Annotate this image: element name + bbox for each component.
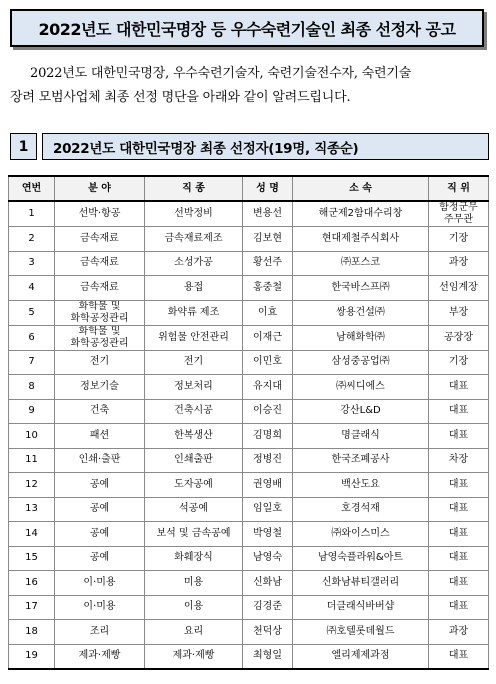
cell-position: 기장 — [429, 350, 489, 375]
cell-no: 15 — [9, 546, 55, 571]
cell-occupation: 위험물 안전관리 — [145, 325, 243, 350]
cell-position: 대표 — [429, 497, 489, 522]
table-row — [9, 424, 489, 449]
cell-name: 김명희 — [243, 424, 293, 449]
cell-affiliation: 남해화학㈜ — [293, 325, 429, 350]
header-occupation: 직 종 — [145, 176, 243, 201]
cell-position: 대표 — [429, 522, 489, 547]
header-no: 연번 — [9, 176, 55, 201]
cell-field: 인쇄·출판 — [55, 448, 145, 473]
cell-position: 대표 — [429, 399, 489, 424]
cell-no: 10 — [9, 424, 55, 449]
cell-affiliation: 백산도요 — [293, 473, 429, 498]
cell-name: 유지대 — [243, 375, 293, 400]
cell-no: 7 — [9, 350, 55, 375]
table-row — [9, 620, 489, 645]
cell-occupation: 전기 — [145, 350, 243, 375]
cell-position: 대표 — [429, 375, 489, 400]
cell-name: 이효 — [243, 300, 293, 325]
cell-affiliation: ㈜호텔롯데월드 — [293, 620, 429, 645]
intro-line-2: 장려 모범사업체 최종 선정 명단을 아래와 같이 알려드립니다. — [10, 90, 351, 105]
table-row — [9, 350, 489, 375]
cell-no: 17 — [9, 595, 55, 620]
cell-no: 6 — [9, 325, 55, 350]
cell-field: 금속재료 — [55, 227, 145, 252]
table-row — [9, 227, 489, 252]
header-name: 성 명 — [243, 176, 293, 201]
cell-occupation: 도자공예 — [145, 473, 243, 498]
cell-affiliation: 엘리제제과점 — [293, 644, 429, 669]
cell-name: 정병진 — [243, 448, 293, 473]
cell-position: 공장장 — [429, 325, 489, 350]
header-position: 직 위 — [429, 176, 489, 201]
table-header-row — [9, 176, 489, 201]
cell-name: 최형일 — [243, 644, 293, 669]
cell-no: 8 — [9, 375, 55, 400]
section-title: 2022년도 대한민국명장 최종 선정자(19명, 직종순) — [42, 133, 489, 160]
cell-position: 차장 — [429, 448, 489, 473]
cell-field: 금속재료 — [55, 276, 145, 301]
cell-position: 과장 — [429, 251, 489, 276]
cell-no: 5 — [9, 300, 55, 325]
cell-field: 공예 — [55, 473, 145, 498]
table-row — [9, 300, 489, 325]
table-row — [9, 522, 489, 547]
cell-name: 권영배 — [243, 473, 293, 498]
cell-occupation: 한복생산 — [145, 424, 243, 449]
cell-name: 임일호 — [243, 497, 293, 522]
cell-affiliation: ㈜와이스미스 — [293, 522, 429, 547]
cell-name: 이재근 — [243, 325, 293, 350]
cell-occupation: 건축시공 — [145, 399, 243, 424]
header-field: 분 야 — [55, 176, 145, 201]
cell-affiliation: 호경석재 — [293, 497, 429, 522]
cell-position: 함정군무 주무관 — [429, 201, 489, 227]
cell-name: 변용선 — [243, 201, 293, 227]
cell-field: 이·미용 — [55, 571, 145, 596]
cell-affiliation: 강산L&D — [293, 399, 429, 424]
cell-no: 19 — [9, 644, 55, 669]
cell-position: 대표 — [429, 595, 489, 620]
intro-paragraph — [10, 62, 490, 110]
table-row — [9, 325, 489, 350]
cell-field: 조리 — [55, 620, 145, 645]
cell-name: 김경준 — [243, 595, 293, 620]
cell-name: 신화남 — [243, 571, 293, 596]
table-row — [9, 595, 489, 620]
cell-occupation: 인쇄출판 — [145, 448, 243, 473]
cell-field: 정보기술 — [55, 375, 145, 400]
section-number: 1 — [10, 133, 37, 160]
cell-no: 12 — [9, 473, 55, 498]
cell-affiliation: 더클래식바버샵 — [293, 595, 429, 620]
cell-no: 9 — [9, 399, 55, 424]
cell-no: 18 — [9, 620, 55, 645]
cell-name: 김보현 — [243, 227, 293, 252]
cell-no: 13 — [9, 497, 55, 522]
cell-affiliation: 삼성중공업㈜ — [293, 350, 429, 375]
cell-occupation: 선박정비 — [145, 201, 243, 227]
cell-no: 16 — [9, 571, 55, 596]
cell-field: 화학물 및 화학공정관리 — [55, 300, 145, 325]
cell-position: 대표 — [429, 571, 489, 596]
cell-no: 3 — [9, 251, 55, 276]
cell-occupation: 금속재료제조 — [145, 227, 243, 252]
cell-field: 전기 — [55, 350, 145, 375]
cell-affiliation: ㈜포스코 — [293, 251, 429, 276]
cell-position: 대표 — [429, 644, 489, 669]
table-row — [9, 251, 489, 276]
cell-no: 2 — [9, 227, 55, 252]
cell-affiliation: 한국조폐공사 — [293, 448, 429, 473]
selectee-table — [8, 175, 489, 670]
cell-affiliation: 쌍용건설㈜ — [293, 300, 429, 325]
cell-field: 공예 — [55, 497, 145, 522]
cell-occupation: 보석 및 금속공예 — [145, 522, 243, 547]
cell-field: 화학물 및 화학공정관리 — [55, 325, 145, 350]
cell-affiliation: 해군제2함대수리창 — [293, 201, 429, 227]
table-row — [9, 497, 489, 522]
cell-occupation: 제과·제빵 — [145, 644, 243, 669]
document-title: 2022년도 대한민국명장 등 우수숙련기술인 최종 선정자 공고 — [10, 9, 484, 47]
cell-occupation: 용접 — [145, 276, 243, 301]
table-row — [9, 546, 489, 571]
intro-line-1: 2022년도 대한민국명장, 우수숙련기술자, 숙련기술전수자, 숙련기술 — [30, 66, 412, 81]
cell-affiliation: ㈜씨디에스 — [293, 375, 429, 400]
cell-position: 부장 — [429, 300, 489, 325]
cell-occupation: 정보처리 — [145, 375, 243, 400]
cell-no: 14 — [9, 522, 55, 547]
cell-position: 기장 — [429, 227, 489, 252]
cell-field: 제과·제빵 — [55, 644, 145, 669]
cell-occupation: 요리 — [145, 620, 243, 645]
cell-occupation: 화약류 제조 — [145, 300, 243, 325]
cell-occupation: 소성가공 — [145, 251, 243, 276]
cell-name: 황선주 — [243, 251, 293, 276]
cell-affiliation: 명클래식 — [293, 424, 429, 449]
table-row — [9, 375, 489, 400]
table-row — [9, 448, 489, 473]
cell-affiliation: 남영숙플라워&아트 — [293, 546, 429, 571]
cell-name: 이민호 — [243, 350, 293, 375]
table-row — [9, 276, 489, 301]
cell-name: 박영철 — [243, 522, 293, 547]
cell-name: 홍중철 — [243, 276, 293, 301]
cell-position: 대표 — [429, 424, 489, 449]
cell-field: 이·미용 — [55, 595, 145, 620]
cell-affiliation: 신화남뷰티갤러리 — [293, 571, 429, 596]
cell-position: 과장 — [429, 620, 489, 645]
cell-occupation: 이용 — [145, 595, 243, 620]
header-affiliation: 소 속 — [293, 176, 429, 201]
table-row — [9, 201, 489, 227]
cell-no: 11 — [9, 448, 55, 473]
cell-position: 대표 — [429, 473, 489, 498]
cell-no: 4 — [9, 276, 55, 301]
table-row — [9, 644, 489, 669]
table-row — [9, 399, 489, 424]
cell-name: 이승진 — [243, 399, 293, 424]
cell-position: 선임계장 — [429, 276, 489, 301]
table-row — [9, 571, 489, 596]
cell-no: 1 — [9, 201, 55, 227]
cell-field: 공예 — [55, 522, 145, 547]
cell-position: 대표 — [429, 546, 489, 571]
cell-field: 공예 — [55, 546, 145, 571]
cell-name: 남영숙 — [243, 546, 293, 571]
cell-affiliation: 현대제철주식회사 — [293, 227, 429, 252]
cell-field: 금속재료 — [55, 251, 145, 276]
cell-occupation: 화훼장식 — [145, 546, 243, 571]
cell-field: 선박·항공 — [55, 201, 145, 227]
table-row — [9, 473, 489, 498]
cell-affiliation: 한국바스프㈜ — [293, 276, 429, 301]
cell-field: 건축 — [55, 399, 145, 424]
cell-occupation: 미용 — [145, 571, 243, 596]
cell-name: 천덕상 — [243, 620, 293, 645]
cell-occupation: 석공예 — [145, 497, 243, 522]
cell-field: 패션 — [55, 424, 145, 449]
